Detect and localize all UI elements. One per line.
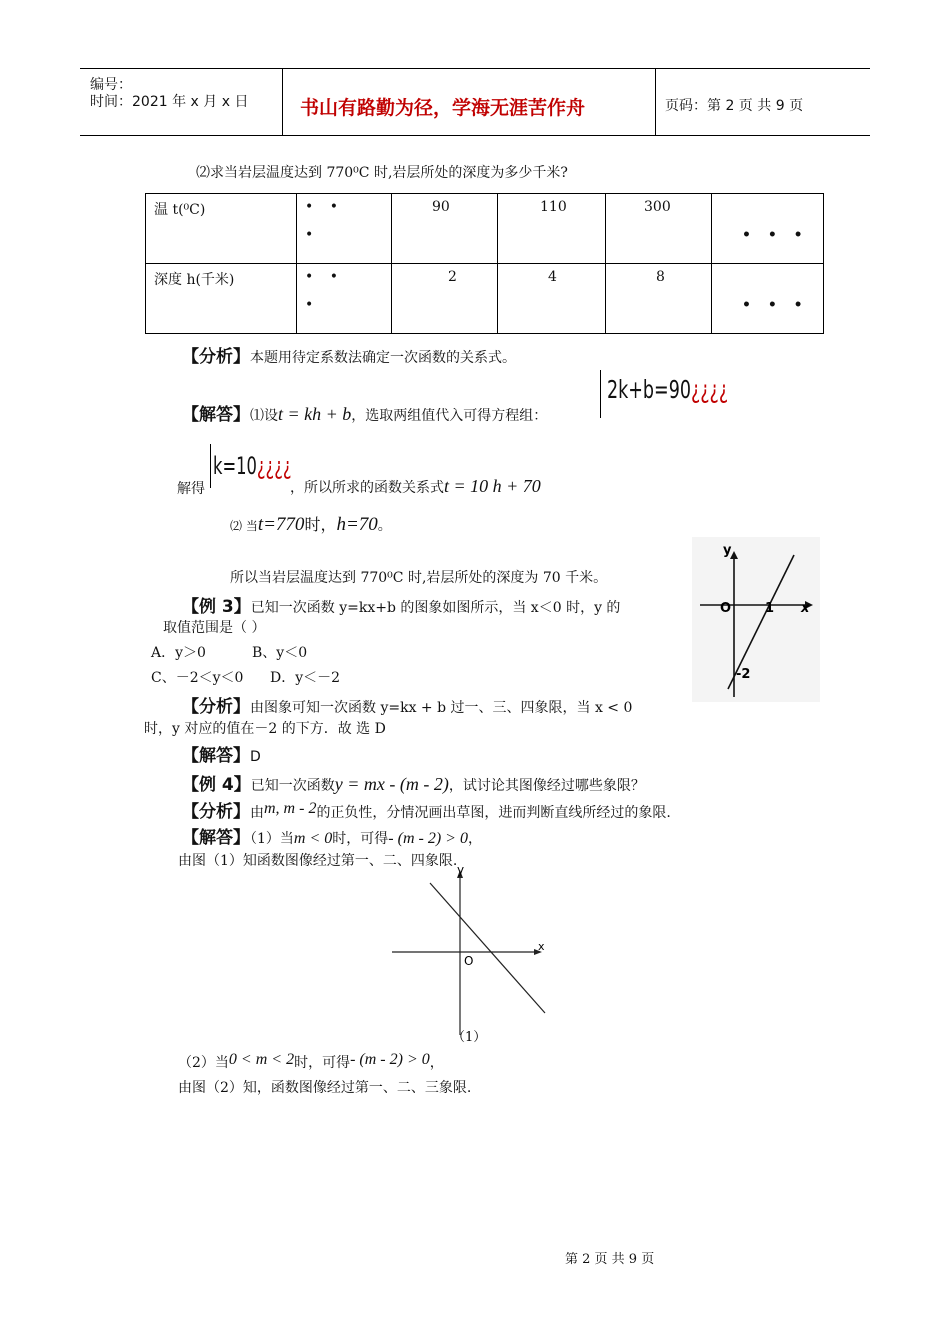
answer-text: （1）当 bbox=[250, 831, 294, 847]
analysis-text: 由图象可知一次函数 y=kx + b 过一、三、四象限，当 x < 0 bbox=[250, 700, 633, 716]
example-3-analysis bbox=[182, 692, 632, 717]
ellipsis-dot: • bbox=[305, 227, 314, 243]
table-cell bbox=[498, 194, 606, 264]
solve-line bbox=[177, 478, 205, 498]
analysis-text: 由 bbox=[250, 805, 264, 821]
ellipsis-dot: • bbox=[305, 297, 314, 313]
part2-text: 。 bbox=[377, 518, 392, 534]
header-divider-left bbox=[282, 68, 283, 136]
answer-tag: 【解答】 bbox=[182, 828, 250, 848]
solve-text: 解得 bbox=[177, 481, 205, 497]
example-text: ，试讨论其图像经过哪些象限？ bbox=[448, 778, 645, 794]
header-page-code: 页码：第 2 页 共 9 页 bbox=[665, 98, 804, 114]
table-cell bbox=[146, 264, 297, 334]
part2-text: 时， bbox=[304, 515, 337, 534]
graph-y-tick: -2 bbox=[736, 667, 751, 682]
header-divider-right bbox=[655, 68, 656, 136]
part2-line bbox=[230, 512, 392, 536]
option-a: A．y＞0 bbox=[151, 645, 206, 661]
example-4-graph-1 bbox=[390, 860, 555, 1045]
table-cell bbox=[392, 264, 498, 334]
example-tag: 【例 3】 bbox=[182, 597, 251, 617]
formula-y-mx: y = mx - (m - 2) bbox=[334, 774, 449, 794]
graph-origin: O bbox=[464, 954, 474, 968]
answer-1-line bbox=[182, 400, 547, 425]
graph-x-tick: 1 bbox=[765, 601, 775, 616]
answer-text: ， bbox=[429, 1055, 444, 1071]
answer-text: 时，可得 bbox=[294, 1055, 351, 1071]
table-cell bbox=[297, 194, 392, 264]
table-value: 300 bbox=[644, 199, 671, 215]
example-text: 已知一次函数 bbox=[250, 778, 335, 794]
equation-system bbox=[607, 375, 728, 404]
option-b: B、y＜0 bbox=[252, 645, 308, 661]
temperature-depth-table bbox=[145, 193, 824, 334]
page-footer: 第 2 页 共 9 页 bbox=[565, 1252, 655, 1267]
row-label-temperature: 温 t(⁰C) bbox=[154, 202, 206, 218]
table-row bbox=[146, 194, 824, 264]
formula-h70: h=70 bbox=[336, 514, 378, 535]
equation-2k-b-90: 2k+b=90¿¿¿¿ bbox=[607, 375, 729, 404]
table-cell bbox=[606, 194, 712, 264]
analysis-tag: 【分析】 bbox=[182, 347, 250, 367]
table-value: 4 bbox=[548, 269, 557, 285]
relation-line bbox=[290, 476, 541, 497]
header-number-label: 编号： bbox=[90, 77, 132, 93]
answer-text: ⑴设 bbox=[250, 408, 278, 424]
table-cell bbox=[392, 194, 498, 264]
example-3-line2: 取值范围是（ ） bbox=[163, 620, 266, 636]
answer-text: ，选取两组值代入可得方程组： bbox=[351, 408, 548, 424]
ellipsis-dots: • • • bbox=[742, 227, 809, 243]
analysis-tag: 【分析】 bbox=[182, 697, 250, 717]
graph-background bbox=[692, 537, 820, 702]
example-3-line bbox=[182, 592, 620, 617]
conclusion-1: 所以当岩层温度达到 770⁰C 时,岩层所处的深度为 70 千米。 bbox=[230, 570, 608, 586]
answer-text: （2）当 bbox=[178, 1055, 229, 1071]
row-label-depth: 深度 h(千米) bbox=[154, 272, 235, 288]
graph-y-label: y bbox=[457, 863, 465, 877]
formula-t-kh-b: t = kh + b bbox=[278, 404, 352, 424]
header-bottom-rule bbox=[80, 135, 870, 136]
table-value: 2 bbox=[448, 269, 457, 285]
graph-x-label: x bbox=[801, 601, 810, 616]
formula-t-10h-70: t = 10 h + 70 bbox=[444, 476, 541, 496]
part2-text: ⑵ 当 bbox=[230, 519, 258, 533]
ellipsis-dots: • • • bbox=[742, 297, 809, 313]
table-cell bbox=[712, 194, 824, 264]
formula-m-lt-0: m < 0 bbox=[293, 830, 333, 847]
answer-value: D bbox=[250, 749, 261, 765]
example-3-analysis2: 时，y 对应的值在－2 的下方．故 选 D bbox=[144, 721, 386, 737]
analysis-tag: 【分析】 bbox=[182, 802, 250, 822]
graph-x-label: x bbox=[538, 940, 545, 953]
ellipsis-dots: • • bbox=[305, 199, 344, 215]
formula-0-m-2: 0 < m < 2 bbox=[228, 1051, 295, 1068]
answer-text: ， bbox=[467, 831, 482, 847]
example-4-analysis bbox=[182, 797, 671, 822]
analysis-text: 的正负性，分情况画出草图，进而判断直线所经过的象限. bbox=[316, 805, 671, 821]
question-2: ⑵求当岩层温度达到 770⁰C 时,岩层所处的深度为多少千米? bbox=[196, 165, 568, 181]
example-4-conclusion-1: 由图（1）知函数图像经过第一、二、四象限. bbox=[178, 853, 458, 869]
graph-origin: O bbox=[720, 601, 732, 616]
garbled-glyphs: ¿¿¿¿ bbox=[690, 375, 729, 404]
header-time: 时间：2021 年 x 月 x 日 bbox=[90, 94, 249, 110]
example-3-answer bbox=[182, 741, 261, 766]
header-top-rule bbox=[80, 68, 870, 69]
ellipsis-dots: • • bbox=[305, 269, 344, 285]
table-cell bbox=[606, 264, 712, 334]
header-motto: 书山有路勤为径，学海无涯苦作舟 bbox=[300, 97, 586, 119]
analysis-1 bbox=[182, 342, 516, 367]
option-c: C、－2＜y＜0 bbox=[151, 670, 244, 686]
solution-k10: k=10¿¿¿¿ bbox=[213, 452, 292, 480]
relation-text: ，所以所求的函数关系式 bbox=[290, 480, 444, 496]
graph-y-label: y bbox=[723, 543, 732, 558]
table-cell bbox=[712, 264, 824, 334]
function-line bbox=[430, 883, 545, 1013]
example-4-answer-1 bbox=[182, 823, 482, 848]
example-4-line bbox=[182, 770, 645, 795]
table-cell bbox=[146, 194, 297, 264]
analysis-text: 本题用待定系数法确定一次函数的关系式。 bbox=[250, 350, 516, 366]
brace-system bbox=[600, 370, 604, 418]
table-value: 8 bbox=[656, 269, 665, 285]
answer-tag: 【解答】 bbox=[182, 405, 250, 425]
example-4-answer-2 bbox=[178, 1051, 444, 1072]
formula-neg-m2-gt-0: - (m - 2) > 0 bbox=[388, 830, 468, 847]
garbled-glyphs: ¿¿¿¿ bbox=[256, 452, 292, 480]
formula-m-m2: m, m - 2 bbox=[264, 800, 317, 817]
table-cell bbox=[498, 264, 606, 334]
table-row bbox=[146, 264, 824, 334]
example-tag: 【例 4】 bbox=[182, 775, 251, 795]
solution-k bbox=[213, 452, 292, 480]
graph-caption: （1） bbox=[452, 1030, 487, 1045]
formula-t770: t=770 bbox=[257, 514, 305, 535]
table-value: 110 bbox=[540, 199, 567, 215]
answer-tag: 【解答】 bbox=[182, 746, 250, 766]
table-cell bbox=[297, 264, 392, 334]
example-text: 已知一次函数 y=kx+b 的图象如图所示，当 x＜0 时，y 的 bbox=[250, 600, 621, 616]
example-3-graph bbox=[692, 537, 820, 702]
formula-neg-m2-gt-0: - (m - 2) > 0 bbox=[350, 1051, 430, 1068]
answer-text: 时，可得 bbox=[332, 831, 389, 847]
table-value: 90 bbox=[432, 199, 450, 215]
option-d: D．y＜－2 bbox=[270, 670, 341, 686]
example-4-conclusion-2: 由图（2）知，函数图像经过第一、二、三象限. bbox=[178, 1080, 472, 1096]
